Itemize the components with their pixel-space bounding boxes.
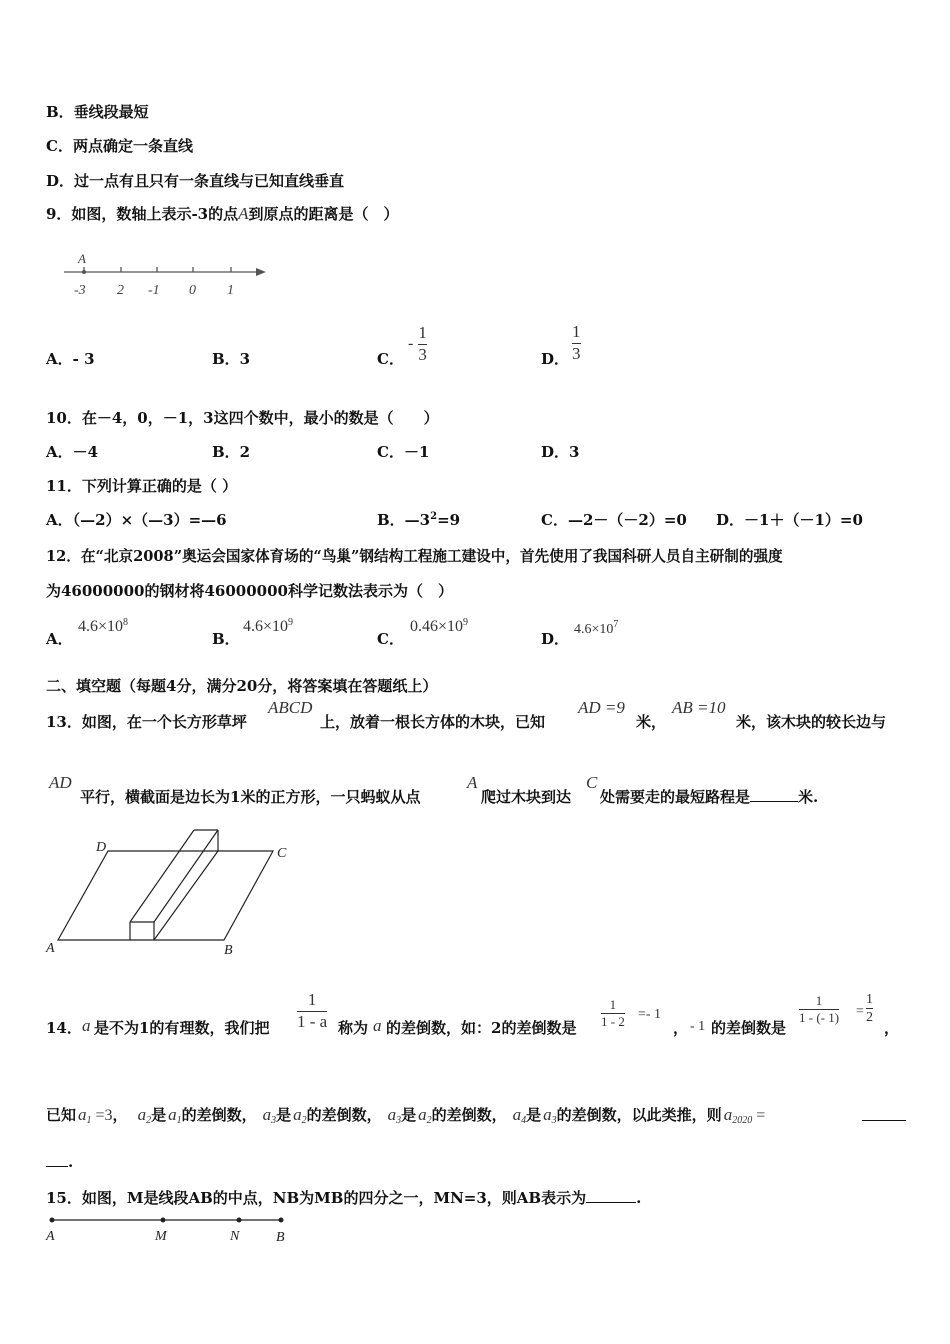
q11-stem: 11．下列计算正确的是（ ） <box>46 477 238 495</box>
q14-line2: 已知 $a_1 =3$， $a_2$是 $a_1$的差倒数， $a_3$是 $a_2$的差倒数， $a_3$是 $a_2$的差倒数， $a_4$是 $a_3$的差倒数，以此类推，则 $a_{2020}$ = <box>46 1105 766 1126</box>
q14-fraction-example1: $\frac{1}{1 - 2}$ <box>601 997 625 1030</box>
label-b: B <box>224 943 233 958</box>
q11-option-c: C．—2－（－2）=0 <box>541 511 687 529</box>
q15-stem: 15．如图，M是线段AB的中点，NB为MB的四分之一，MN=3，则AB表示为 . <box>46 1189 642 1207</box>
q10-option-b: B．2 <box>212 443 251 461</box>
q9-stem: 9．如图，数轴上表示-3的点A到原点的距离是（ ） <box>46 204 399 223</box>
fraction: $\frac{1}{3}$ <box>418 323 427 364</box>
q9-option-c-label: C． <box>377 350 404 368</box>
lawn-figure <box>44 826 294 958</box>
q13-point-a: A <box>467 773 478 792</box>
q12-option-b-value: $4.6\times 10^9$ <box>243 617 294 635</box>
q12-stem-line1: 12．在“北京2008”奥运会国家体育场的“鸟巢”钢结构工程施工建设中，首先使用了我国科研人员自主研制的强度 <box>46 548 783 565</box>
q12-stem-line2: 为46000000的钢材将46000000科学记数法表示为（ ） <box>46 582 453 600</box>
label-a: A <box>46 1229 55 1244</box>
tick-label: -1 <box>148 283 160 298</box>
q13-abcd: ABCD <box>268 698 313 717</box>
q9-option-a: A．- 3 <box>46 350 95 368</box>
q9-option-d-value <box>572 323 581 363</box>
q8-option-c: C．两点确定一条直线 <box>46 137 193 155</box>
label-d: D <box>96 840 107 855</box>
q12-option-c-label: C． <box>377 630 404 648</box>
q9-option-d-label: D． <box>541 350 570 368</box>
q12-option-d-label: D． <box>541 630 570 648</box>
lawn-parallelogram <box>58 851 273 940</box>
q13-ad-equation: AD =9 <box>578 698 625 717</box>
q14-fraction-half: $\frac{1}{2}$ <box>866 992 873 1026</box>
tick-label: 0 <box>189 283 196 298</box>
label-c: C <box>277 846 287 861</box>
q10-option-a: A．－4 <box>46 443 99 461</box>
q9-option-b: B．3 <box>212 350 251 368</box>
label-n: N <box>230 1229 240 1244</box>
label-b: B <box>276 1230 285 1245</box>
point-a-label: A <box>78 251 86 266</box>
q13-ab-equation: AB =10 <box>672 698 726 717</box>
answer-blank-continued[interactable] <box>46 1166 68 1167</box>
q13-point-c: C <box>586 773 598 792</box>
q12-option-a-value: $4.6\times 10^8$ <box>78 617 129 635</box>
number-line-arrow <box>256 268 266 276</box>
q11-option-a: A．（—2）×（—3）=—6 <box>46 511 227 529</box>
segment-figure <box>40 1210 300 1246</box>
q14-line3: . <box>46 1153 73 1171</box>
q9-option-c-value: - $\frac{1}{3}$ <box>408 323 427 364</box>
tick-label: 1 <box>227 283 234 298</box>
q13-ad: AD <box>49 773 72 792</box>
q10-option-c: C．－1 <box>377 443 430 461</box>
q10-option-d: D．3 <box>541 443 580 461</box>
q12-option-c-value: $0.46\times 10^9$ <box>410 617 469 635</box>
q14-fraction-definition: $\frac{1}{1 - a}$ <box>297 990 328 1031</box>
q11-option-b: B．$—3^2=9$ <box>377 511 461 529</box>
label-m: M <box>155 1229 167 1244</box>
q10-stem: 10．在－4，0，－1，3这四个数中，最小的数是（ ） <box>46 409 439 427</box>
point-n <box>237 1218 242 1223</box>
section-heading: 二、填空题（每题4分，满分20分，将答案填在答题纸上） <box>46 677 438 695</box>
fraction: $\frac{1}{3}$ <box>572 322 581 363</box>
label-a: A <box>46 941 55 956</box>
q9-point-a: A <box>238 204 249 223</box>
point-a <box>50 1218 55 1223</box>
q12-option-a-label: A． <box>46 630 73 648</box>
q8-option-b: B．垂线段最短 <box>46 103 149 121</box>
point-b <box>279 1218 284 1223</box>
q11-option-d: D．－1＋（－1）=0 <box>716 511 863 529</box>
number-line-figure <box>60 248 275 300</box>
tick-label: -3 <box>74 283 86 298</box>
q8-option-d: D．过一点有且只有一条直线与已知直线垂直 <box>46 172 345 190</box>
answer-blank[interactable] <box>750 801 798 802</box>
q12-option-d-value: $4.6\times 10^7$ <box>574 619 619 637</box>
q12-option-b-label: B． <box>212 630 240 648</box>
point-m <box>161 1218 166 1223</box>
answer-blank[interactable] <box>862 1120 906 1121</box>
answer-blank[interactable] <box>586 1202 636 1203</box>
point-a-dot <box>82 270 86 274</box>
q13-text-line1: 13．如图，在一个长方形草坪 <box>46 713 247 731</box>
q14-fraction-example2: $\frac{1}{1 - (- 1)}$ <box>799 993 840 1026</box>
tick-label: 2 <box>117 283 124 298</box>
